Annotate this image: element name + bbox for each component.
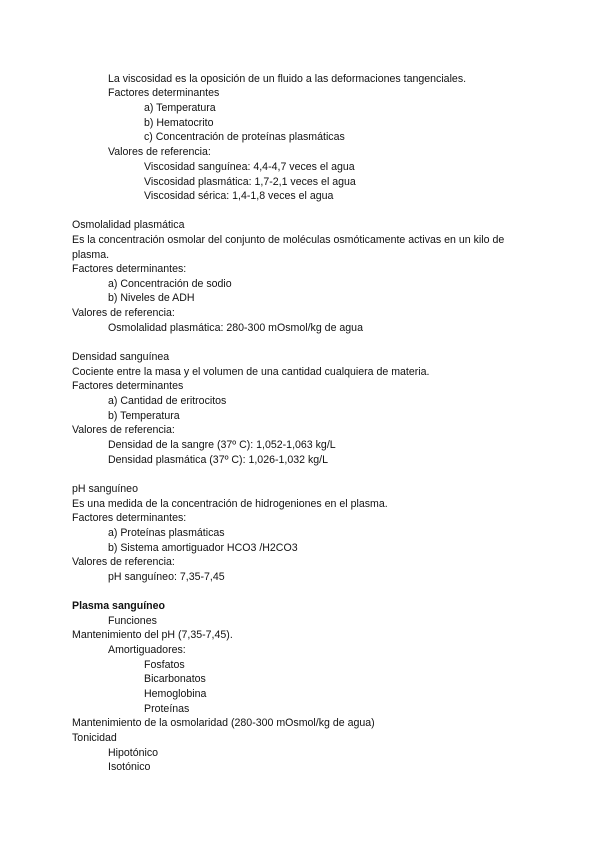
list-item: a) Concentración de sodio	[108, 278, 232, 290]
list-item: Osmolalidad plasmática: 280-300 mOsmol/kg de agua	[108, 322, 363, 334]
osmolalidad-definicion-line2: plasma.	[72, 249, 110, 261]
list-item: Proteínas	[144, 703, 190, 715]
ph-valores-label: Valores de referencia:	[72, 556, 175, 568]
section-title-densidad: Densidad sanguínea	[72, 351, 170, 363]
osmolalidad-definicion-line1: Es la concentración osmolar del conjunto de moléculas osmóticamente activas en un kilo de	[72, 234, 505, 246]
list-item: Viscosidad sérica: 1,4-1,8 veces el agua	[144, 190, 334, 202]
list-item: Densidad plasmática (37º C): 1,026-1,032 kg/L	[108, 454, 328, 466]
list-item: Viscosidad plasmática: 1,7-2,1 veces el agua	[144, 176, 356, 188]
list-item: b) Sistema amortiguador HCO3 /H2CO3	[108, 542, 298, 554]
list-item: Densidad de la sangre (37º C): 1,052-1,063 kg/L	[108, 439, 336, 451]
section-title-ph: pH sanguíneo	[72, 483, 138, 495]
plasma-mantenimiento-osmolaridad: Mantenimiento de la osmolaridad (280-300 mOsmol/kg de agua)	[72, 717, 375, 729]
plasma-tonicidad-label: Tonicidad	[72, 732, 117, 744]
list-item: Viscosidad sanguínea: 4,4-4,7 veces el agua	[144, 161, 355, 173]
list-item: Hemoglobina	[144, 688, 207, 700]
list-item: b) Niveles de ADH	[108, 292, 195, 304]
plasma-amortiguadores-label: Amortiguadores:	[108, 644, 186, 656]
list-item: Isotónico	[108, 761, 151, 773]
list-item: c) Concentración de proteínas plasmáticas	[144, 131, 345, 143]
section-title-plasma: Plasma sanguíneo	[72, 600, 166, 612]
ph-definicion: Es una medida de la concentración de hidrogeniones en el plasma.	[72, 498, 388, 510]
osmolalidad-valores-label: Valores de referencia:	[72, 307, 175, 319]
osmolalidad-factores-label: Factores determinantes:	[72, 263, 187, 275]
plasma-mantenimiento-ph: Mantenimiento del pH (7,35-7,45).	[72, 629, 233, 641]
list-item: b) Hematocrito	[144, 117, 214, 129]
plasma-funciones-label: Funciones	[108, 615, 157, 627]
list-item: a) Cantidad de eritrocitos	[108, 395, 227, 407]
list-item: b) Temperatura	[108, 410, 180, 422]
list-item: a) Temperatura	[144, 102, 216, 114]
ph-factores-label: Factores determinantes:	[72, 512, 187, 524]
list-item: Bicarbonatos	[144, 673, 206, 685]
list-item: pH sanguíneo: 7,35-7,45	[108, 571, 225, 583]
viscosidad-valores-label: Valores de referencia:	[108, 146, 211, 158]
viscosidad-factores-label: Factores determinantes	[108, 87, 220, 99]
densidad-factores-label: Factores determinantes	[72, 380, 184, 392]
list-item: Hipotónico	[108, 747, 159, 759]
list-item: Fosfatos	[144, 659, 185, 671]
viscosidad-definicion: La viscosidad es la oposición de un fluido a las deformaciones tangenciales.	[108, 73, 467, 85]
densidad-definicion: Cociente entre la masa y el volumen de una cantidad cualquiera de materia.	[72, 366, 430, 378]
densidad-valores-label: Valores de referencia:	[72, 424, 175, 436]
list-item: a) Proteínas plasmáticas	[108, 527, 225, 539]
section-title-osmolalidad: Osmolalidad plasmática	[72, 219, 185, 231]
